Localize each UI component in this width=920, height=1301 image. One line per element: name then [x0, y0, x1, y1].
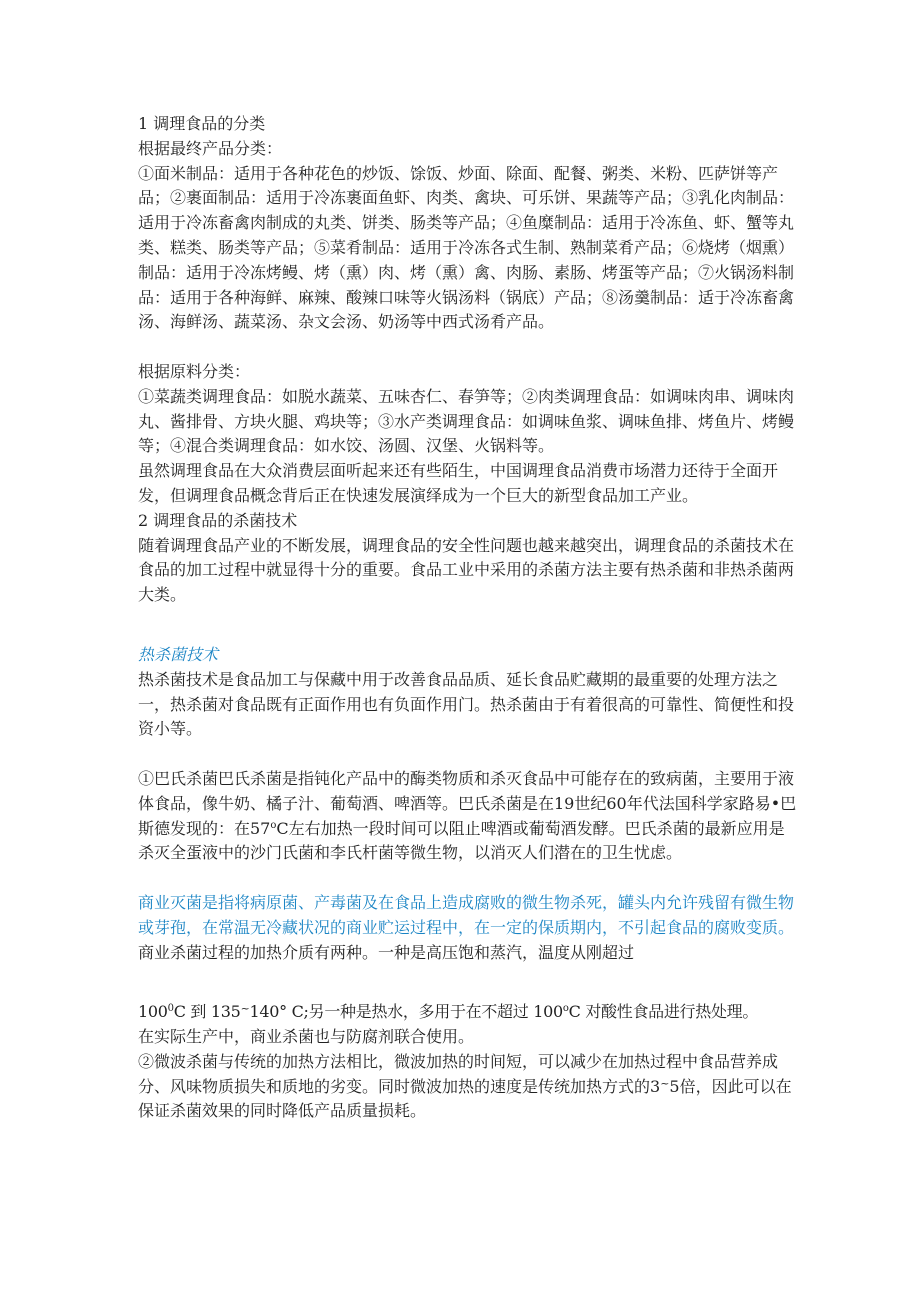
section-2-title: 2 调理食品的杀菌技术: [138, 510, 298, 530]
pasteurization-paragraph: [138, 767, 798, 866]
document-page: [138, 112, 798, 1124]
temperature-line: [138, 1000, 798, 1025]
spacer: [138, 965, 798, 1000]
preservative-line: 在实际生产中，商业杀菌也与防腐剂联合使用。: [138, 1027, 475, 1047]
pasteurization-text-b: C左右加热一段时间可以阻止啤酒或葡萄酒发酵。巴氏杀菌的最新应用是杀灭全蛋液中的沙门氏菌和李氏杆菌等微生物，以消灭人们潜在的卫生忧虑。: [138, 818, 785, 863]
by-product-label: 根据最终产品分类：: [138, 138, 283, 158]
by-material-label: 根据原料分类：: [138, 361, 251, 381]
spacer: [138, 608, 798, 643]
temp-text-3: 140° C;另一种是热水，多用于在不超过 100: [249, 1002, 563, 1022]
spacer: [138, 866, 798, 891]
section-1-title: 1 调理食品的分类: [138, 114, 266, 133]
microwave-paragraph: [138, 1050, 798, 1124]
section-2-paragraph: 随着调理食品产业的不断发展，调理食品的安全性问题也越来越突出，调理食品的杀菌技术在食品的加工过程中就显得十分的重要。食品工业中采用的杀菌方法主要有热杀菌和非热杀菌两大类。: [138, 535, 795, 605]
summary-paragraph: 虽然调理食品在大众消费层面听起来还有些陌生，中国调理食品消费市场潜力还待于全面开发，但调理食品概念背后正在快速发展演绎成为一个巨大的新型食品加工产业。: [138, 461, 779, 505]
tilde-sign: ~: [660, 1076, 670, 1090]
tilde-sign: ~: [240, 1002, 250, 1016]
commercial-text: 商业杀菌过程的加热介质有两种。一种是高压饱和蒸汽，温度从刚超过: [138, 942, 635, 962]
heat-sterilization-paragraph: 热杀菌技术是食品加工与保藏中用于改善食品品质、延长食品贮藏期的最重要的处理方法之一，热杀菌对食品既有正面作用也有负面作用门。热杀菌由于有着很高的可靠性、简便性和投资小等。: [138, 669, 795, 739]
temp-text-1: 100: [138, 1002, 168, 1022]
commercial-sterilization-paragraph: [138, 891, 798, 965]
microwave-text-a: ②微波杀菌与传统的加热方法相比，微波加热的时间短，可以减少在加热过程中食品营养成分、风味物质损失和质地的劣变。同时微波加热的速度是传统加热方式的3: [138, 1051, 779, 1096]
degree-sign: 0: [167, 1003, 174, 1015]
degree-sign: o: [270, 819, 277, 831]
commercial-definition-highlight: 商业灭菌是指将病原菌、产毒菌及在食品上造成腐败的微生物杀死，罐头内允许残留有微生物或芽孢，在常温无冷藏状况的商业贮运过程中，在一定的保质期内，不引起食品的腐败变质。: [138, 892, 795, 937]
degree-sign: o: [562, 1003, 569, 1015]
microwave-text-b: 5倍，因此可以在保证杀菌效果的同时降低产品质量损耗。: [138, 1076, 792, 1121]
pasteurization-text-a: ①巴氏杀菌巴氏杀菌是指钝化产品中的酶类物质和杀灭食品中可能存在的致病菌，主要用于液体食品，像牛奶、橘子汁、葡萄酒、啤酒等。巴氏杀菌是在19世纪60年代法国科学家路易•巴斯德发现的：在57: [138, 768, 797, 838]
spacer: [138, 742, 798, 767]
temp-text-2: C 到 135: [173, 1002, 241, 1022]
by-product-paragraph: ①面米制品：适用于各种花色的炒饭、馀饭、炒面、除面、配餐、粥类、米粉、匹萨饼等产品；②裹面制品：适用于冷冻裹面鱼虾、肉类、禽块、可乐饼、果蔬等产品；③乳化肉制品：适用于冷冻畜禽肉制成的丸类、饼类、肠类等产品；④鱼糜制品：适用于冷冻鱼、虾、蟹等丸类、糕类、肠类等产品；⑤菜肴制品：适用于冷冻各式生制、熟制菜肴产品；⑥烧烤（烟熏）制品：适用于冷冻烤鳗、烤（熏）肉、烤（熏）禽、肉肠、素肠、烤蛋等产品；⑦火锅汤料制品：适用于各种海鲜、麻辣、酸辣口味等火锅汤料（锅底）产品；⑧汤羹制品：适于冷冻畜禽汤、海鲜汤、蔬菜汤、杂文会汤、奶汤等中西式汤肴产品。: [138, 163, 795, 332]
spacer: [138, 335, 798, 360]
heat-sterilization-heading: 热杀菌技术: [138, 644, 219, 664]
by-material-paragraph: ①菜蔬类调理食品：如脱水蔬菜、五味杏仁、春笋等；②肉类调理食品：如调味肉串、调味肉丸、酱排骨、方块火腿、鸡块等；③水产类调理食品：如调味鱼浆、调味鱼排、烤鱼片、烤鳗等；④混合类调理食品：如水饺、汤圆、汉堡、火锅料等。: [138, 386, 795, 456]
temp-text-4: C 对酸性食品进行热处理。: [568, 1002, 759, 1022]
